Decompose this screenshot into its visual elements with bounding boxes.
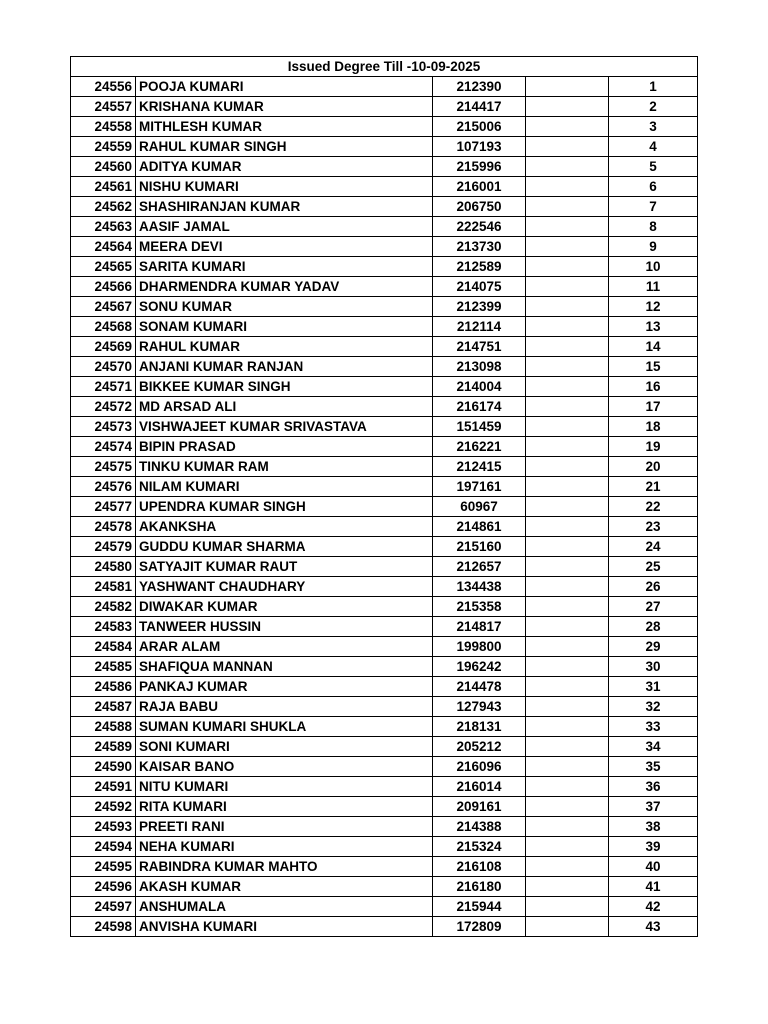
name-cell: NEHA KUMARI xyxy=(136,837,433,857)
rank-cell: 12 xyxy=(609,297,698,317)
table-row xyxy=(71,217,698,237)
blank-cell xyxy=(526,697,609,717)
blank-cell xyxy=(526,397,609,417)
rank-cell: 17 xyxy=(609,397,698,417)
table-row xyxy=(71,497,698,517)
code-cell: 216180 xyxy=(433,877,526,897)
rank-cell: 22 xyxy=(609,497,698,517)
blank-cell xyxy=(526,897,609,917)
table-row xyxy=(71,577,698,597)
rank-cell: 1 xyxy=(609,77,698,97)
blank-cell xyxy=(526,217,609,237)
table-row xyxy=(71,257,698,277)
code-cell: 213730 xyxy=(433,237,526,257)
rank-cell: 14 xyxy=(609,337,698,357)
table-row xyxy=(71,117,698,137)
rank-cell: 24 xyxy=(609,537,698,557)
rank-cell: 30 xyxy=(609,657,698,677)
blank-cell xyxy=(526,837,609,857)
rank-cell: 11 xyxy=(609,277,698,297)
table-title: Issued Degree Till -10-09-2025 xyxy=(71,57,698,77)
name-cell: POOJA KUMARI xyxy=(136,77,433,97)
table-row xyxy=(71,337,698,357)
rank-cell: 13 xyxy=(609,317,698,337)
blank-cell xyxy=(526,97,609,117)
table-row xyxy=(71,777,698,797)
name-cell: MEERA DEVI xyxy=(136,237,433,257)
name-cell: RAJA BABU xyxy=(136,697,433,717)
rank-cell: 19 xyxy=(609,437,698,457)
blank-cell xyxy=(526,617,609,637)
serial-cell: 24593 xyxy=(71,817,136,837)
serial-cell: 24562 xyxy=(71,197,136,217)
rank-cell: 38 xyxy=(609,817,698,837)
code-cell: 214388 xyxy=(433,817,526,837)
rank-cell: 36 xyxy=(609,777,698,797)
serial-cell: 24585 xyxy=(71,657,136,677)
blank-cell xyxy=(526,577,609,597)
name-cell: AASIF JAMAL xyxy=(136,217,433,237)
name-cell: SONAM KUMARI xyxy=(136,317,433,337)
table-row xyxy=(71,677,698,697)
serial-cell: 24569 xyxy=(71,337,136,357)
name-cell: KRISHANA KUMAR xyxy=(136,97,433,117)
code-cell: 215996 xyxy=(433,157,526,177)
blank-cell xyxy=(526,877,609,897)
rank-cell: 37 xyxy=(609,797,698,817)
code-cell: 60967 xyxy=(433,497,526,517)
serial-cell: 24580 xyxy=(71,557,136,577)
name-cell: NISHU KUMARI xyxy=(136,177,433,197)
name-cell: SONI KUMARI xyxy=(136,737,433,757)
blank-cell xyxy=(526,857,609,877)
serial-cell: 24581 xyxy=(71,577,136,597)
rank-cell: 31 xyxy=(609,677,698,697)
blank-cell xyxy=(526,237,609,257)
rank-cell: 3 xyxy=(609,117,698,137)
table-row xyxy=(71,377,698,397)
blank-cell xyxy=(526,737,609,757)
rank-cell: 7 xyxy=(609,197,698,217)
table-row xyxy=(71,637,698,657)
code-cell: 212390 xyxy=(433,77,526,97)
table-row xyxy=(71,397,698,417)
code-cell: 209161 xyxy=(433,797,526,817)
blank-cell xyxy=(526,477,609,497)
serial-cell: 24579 xyxy=(71,537,136,557)
blank-cell xyxy=(526,317,609,337)
rank-cell: 32 xyxy=(609,697,698,717)
name-cell: ADITYA KUMAR xyxy=(136,157,433,177)
code-cell: 205212 xyxy=(433,737,526,757)
table-row xyxy=(71,737,698,757)
rank-cell: 21 xyxy=(609,477,698,497)
name-cell: SONU KUMAR xyxy=(136,297,433,317)
serial-cell: 24584 xyxy=(71,637,136,657)
code-cell: 216174 xyxy=(433,397,526,417)
blank-cell xyxy=(526,197,609,217)
table-row xyxy=(71,197,698,217)
code-cell: 216221 xyxy=(433,437,526,457)
rank-cell: 10 xyxy=(609,257,698,277)
serial-cell: 24557 xyxy=(71,97,136,117)
serial-cell: 24572 xyxy=(71,397,136,417)
rank-cell: 9 xyxy=(609,237,698,257)
serial-cell: 24563 xyxy=(71,217,136,237)
rank-cell: 6 xyxy=(609,177,698,197)
code-cell: 212399 xyxy=(433,297,526,317)
code-cell: 216014 xyxy=(433,777,526,797)
blank-cell xyxy=(526,357,609,377)
name-cell: RAHUL KUMAR xyxy=(136,337,433,357)
table-row xyxy=(71,757,698,777)
name-cell: AKANKSHA xyxy=(136,517,433,537)
table-row xyxy=(71,617,698,637)
serial-cell: 24568 xyxy=(71,317,136,337)
rank-cell: 42 xyxy=(609,897,698,917)
blank-cell xyxy=(526,377,609,397)
rank-cell: 4 xyxy=(609,137,698,157)
name-cell: DIWAKAR KUMAR xyxy=(136,597,433,617)
table-row xyxy=(71,897,698,917)
blank-cell xyxy=(526,117,609,137)
blank-cell xyxy=(526,657,609,677)
serial-cell: 24574 xyxy=(71,437,136,457)
table-row xyxy=(71,137,698,157)
table-row xyxy=(71,597,698,617)
rank-cell: 27 xyxy=(609,597,698,617)
blank-cell xyxy=(526,257,609,277)
name-cell: TINKU KUMAR RAM xyxy=(136,457,433,477)
table-row xyxy=(71,717,698,737)
name-cell: ANVISHA KUMARI xyxy=(136,917,433,937)
table-row xyxy=(71,77,698,97)
serial-cell: 24560 xyxy=(71,157,136,177)
serial-cell: 24571 xyxy=(71,377,136,397)
blank-cell xyxy=(526,297,609,317)
serial-cell: 24587 xyxy=(71,697,136,717)
rank-cell: 28 xyxy=(609,617,698,637)
blank-cell xyxy=(526,497,609,517)
code-cell: 215324 xyxy=(433,837,526,857)
serial-cell: 24582 xyxy=(71,597,136,617)
rank-cell: 15 xyxy=(609,357,698,377)
table-row xyxy=(71,437,698,457)
code-cell: 214004 xyxy=(433,377,526,397)
code-cell: 206750 xyxy=(433,197,526,217)
code-cell: 215006 xyxy=(433,117,526,137)
name-cell: RABINDRA KUMAR MAHTO xyxy=(136,857,433,877)
name-cell: BIKKEE KUMAR SINGH xyxy=(136,377,433,397)
table-row xyxy=(71,917,698,937)
serial-cell: 24561 xyxy=(71,177,136,197)
blank-cell xyxy=(526,137,609,157)
code-cell: 214075 xyxy=(433,277,526,297)
serial-cell: 24565 xyxy=(71,257,136,277)
table-row xyxy=(71,797,698,817)
name-cell: VISHWAJEET KUMAR SRIVASTAVA xyxy=(136,417,433,437)
serial-cell: 24578 xyxy=(71,517,136,537)
table-row xyxy=(71,177,698,197)
name-cell: AKASH KUMAR xyxy=(136,877,433,897)
code-cell: 222546 xyxy=(433,217,526,237)
rank-cell: 18 xyxy=(609,417,698,437)
rank-cell: 34 xyxy=(609,737,698,757)
rank-cell: 25 xyxy=(609,557,698,577)
degree-table xyxy=(70,56,698,937)
table-row xyxy=(71,457,698,477)
blank-cell xyxy=(526,517,609,537)
code-cell: 107193 xyxy=(433,137,526,157)
table-row xyxy=(71,837,698,857)
code-cell: 214478 xyxy=(433,677,526,697)
blank-cell xyxy=(526,457,609,477)
code-cell: 213098 xyxy=(433,357,526,377)
name-cell: MITHLESH KUMAR xyxy=(136,117,433,137)
name-cell: SATYAJIT KUMAR RAUT xyxy=(136,557,433,577)
blank-cell xyxy=(526,637,609,657)
table-row xyxy=(71,237,698,257)
name-cell: YASHWANT CHAUDHARY xyxy=(136,577,433,597)
serial-cell: 24596 xyxy=(71,877,136,897)
serial-cell: 24556 xyxy=(71,77,136,97)
name-cell: ANSHUMALA xyxy=(136,897,433,917)
serial-cell: 24577 xyxy=(71,497,136,517)
name-cell: RAHUL KUMAR SINGH xyxy=(136,137,433,157)
serial-cell: 24594 xyxy=(71,837,136,857)
code-cell: 172809 xyxy=(433,917,526,937)
name-cell: GUDDU KUMAR SHARMA xyxy=(136,537,433,557)
blank-cell xyxy=(526,437,609,457)
title-row xyxy=(71,57,698,77)
blank-cell xyxy=(526,597,609,617)
table-row xyxy=(71,657,698,677)
blank-cell xyxy=(526,817,609,837)
serial-cell: 24590 xyxy=(71,757,136,777)
rank-cell: 39 xyxy=(609,837,698,857)
name-cell: TANWEER HUSSIN xyxy=(136,617,433,637)
serial-cell: 24573 xyxy=(71,417,136,437)
serial-cell: 24591 xyxy=(71,777,136,797)
table-row xyxy=(71,97,698,117)
name-cell: DHARMENDRA KUMAR YADAV xyxy=(136,277,433,297)
name-cell: MD ARSAD ALI xyxy=(136,397,433,417)
table-body xyxy=(71,57,698,937)
blank-cell xyxy=(526,417,609,437)
name-cell: PANKAJ KUMAR xyxy=(136,677,433,697)
name-cell: SHASHIRANJAN KUMAR xyxy=(136,197,433,217)
code-cell: 127943 xyxy=(433,697,526,717)
blank-cell xyxy=(526,277,609,297)
code-cell: 215160 xyxy=(433,537,526,557)
code-cell: 216096 xyxy=(433,757,526,777)
name-cell: UPENDRA KUMAR SINGH xyxy=(136,497,433,517)
rank-cell: 29 xyxy=(609,637,698,657)
table-row xyxy=(71,697,698,717)
blank-cell xyxy=(526,177,609,197)
name-cell: ARAR ALAM xyxy=(136,637,433,657)
code-cell: 215358 xyxy=(433,597,526,617)
serial-cell: 24576 xyxy=(71,477,136,497)
table-row xyxy=(71,317,698,337)
blank-cell xyxy=(526,337,609,357)
rank-cell: 23 xyxy=(609,517,698,537)
rank-cell: 40 xyxy=(609,857,698,877)
name-cell: PREETI RANI xyxy=(136,817,433,837)
table-row xyxy=(71,357,698,377)
code-cell: 197161 xyxy=(433,477,526,497)
rank-cell: 26 xyxy=(609,577,698,597)
code-cell: 212415 xyxy=(433,457,526,477)
rank-cell: 16 xyxy=(609,377,698,397)
serial-cell: 24588 xyxy=(71,717,136,737)
name-cell: SHAFIQUA MANNAN xyxy=(136,657,433,677)
table-row xyxy=(71,537,698,557)
code-cell: 214861 xyxy=(433,517,526,537)
name-cell: NITU KUMARI xyxy=(136,777,433,797)
name-cell: BIPIN PRASAD xyxy=(136,437,433,457)
serial-cell: 24589 xyxy=(71,737,136,757)
rank-cell: 33 xyxy=(609,717,698,737)
serial-cell: 24566 xyxy=(71,277,136,297)
table-row xyxy=(71,277,698,297)
code-cell: 214817 xyxy=(433,617,526,637)
blank-cell xyxy=(526,757,609,777)
code-cell: 214417 xyxy=(433,97,526,117)
code-cell: 212114 xyxy=(433,317,526,337)
name-cell: SARITA KUMARI xyxy=(136,257,433,277)
blank-cell xyxy=(526,157,609,177)
blank-cell xyxy=(526,717,609,737)
serial-cell: 24595 xyxy=(71,857,136,877)
code-cell: 216001 xyxy=(433,177,526,197)
rank-cell: 5 xyxy=(609,157,698,177)
code-cell: 196242 xyxy=(433,657,526,677)
rank-cell: 20 xyxy=(609,457,698,477)
table-row xyxy=(71,877,698,897)
table-row xyxy=(71,297,698,317)
table-row xyxy=(71,157,698,177)
table-row xyxy=(71,477,698,497)
name-cell: SUMAN KUMARI SHUKLA xyxy=(136,717,433,737)
code-cell: 215944 xyxy=(433,897,526,917)
serial-cell: 24575 xyxy=(71,457,136,477)
code-cell: 212589 xyxy=(433,257,526,277)
serial-cell: 24570 xyxy=(71,357,136,377)
blank-cell xyxy=(526,537,609,557)
rank-cell: 8 xyxy=(609,217,698,237)
code-cell: 216108 xyxy=(433,857,526,877)
table-row xyxy=(71,857,698,877)
table-row xyxy=(71,517,698,537)
blank-cell xyxy=(526,557,609,577)
table-row xyxy=(71,417,698,437)
serial-cell: 24597 xyxy=(71,897,136,917)
rank-cell: 2 xyxy=(609,97,698,117)
serial-cell: 24598 xyxy=(71,917,136,937)
blank-cell xyxy=(526,77,609,97)
serial-cell: 24564 xyxy=(71,237,136,257)
code-cell: 212657 xyxy=(433,557,526,577)
blank-cell xyxy=(526,677,609,697)
serial-cell: 24559 xyxy=(71,137,136,157)
serial-cell: 24583 xyxy=(71,617,136,637)
code-cell: 199800 xyxy=(433,637,526,657)
blank-cell xyxy=(526,917,609,937)
name-cell: ANJANI KUMAR RANJAN xyxy=(136,357,433,377)
table-row xyxy=(71,557,698,577)
blank-cell xyxy=(526,797,609,817)
code-cell: 151459 xyxy=(433,417,526,437)
table-row xyxy=(71,817,698,837)
code-cell: 214751 xyxy=(433,337,526,357)
rank-cell: 41 xyxy=(609,877,698,897)
serial-cell: 24586 xyxy=(71,677,136,697)
code-cell: 134438 xyxy=(433,577,526,597)
serial-cell: 24567 xyxy=(71,297,136,317)
serial-cell: 24592 xyxy=(71,797,136,817)
rank-cell: 43 xyxy=(609,917,698,937)
name-cell: NILAM KUMARI xyxy=(136,477,433,497)
rank-cell: 35 xyxy=(609,757,698,777)
serial-cell: 24558 xyxy=(71,117,136,137)
code-cell: 218131 xyxy=(433,717,526,737)
name-cell: KAISAR BANO xyxy=(136,757,433,777)
blank-cell xyxy=(526,777,609,797)
name-cell: RITA KUMARI xyxy=(136,797,433,817)
